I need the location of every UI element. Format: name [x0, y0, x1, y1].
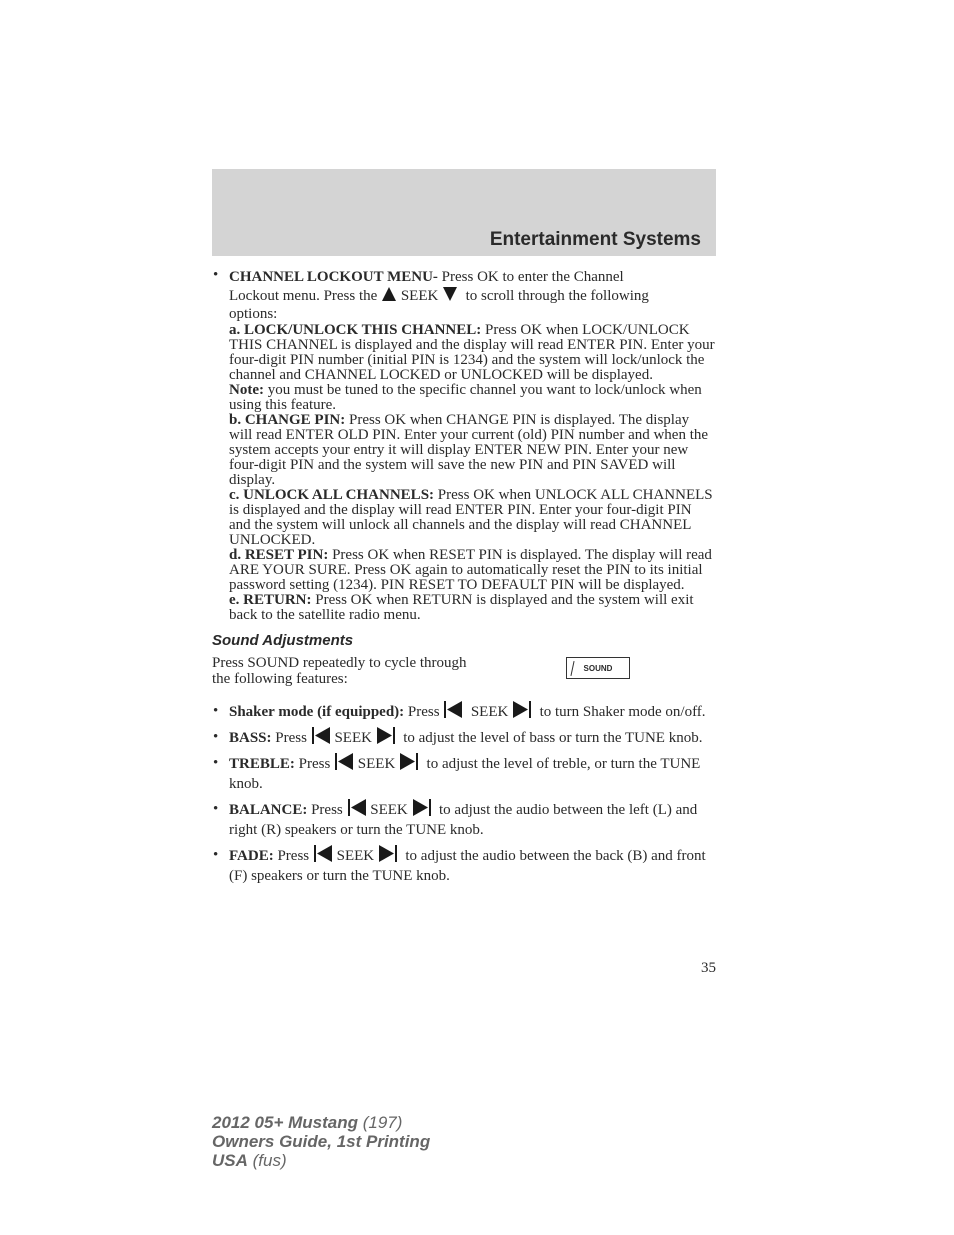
option-c	[229, 488, 716, 548]
footer-line-1	[212, 1113, 430, 1132]
button-edge-mark	[570, 661, 574, 676]
footer-line-3	[212, 1151, 430, 1170]
adjustment-title: TREBLE:	[229, 756, 295, 772]
channel-lockout-item	[212, 268, 716, 623]
option-e	[229, 593, 716, 623]
adjustment-pre: Press	[275, 730, 307, 746]
adjustment-title: Shaker mode (if equipped):	[229, 704, 405, 720]
option-b-text: Press OK when CHANGE PIN is displayed. The display will read ENTER OLD PIN. Enter your current (old) PIN number and when the system accepts your entry it will display ENTER NEW PIN. Enter your new four-digit PIN and the system will save the new PIN and PIN SAVED will display.	[229, 412, 709, 488]
document-footer	[212, 1113, 430, 1170]
channel-lockout-intro-a: Press OK to enter the Channel	[441, 269, 624, 285]
adjustment-post: to turn Shaker mode on/off.	[539, 704, 706, 720]
option-e-text: Press OK when RETURN is displayed and the system will exit back to the satellite radio menu.	[229, 592, 694, 623]
channel-lockout-intro-d: options:	[229, 306, 278, 322]
section-header-band	[212, 169, 716, 256]
adjustment-item-bass	[212, 727, 716, 748]
channel-lockout-intro-c: to scroll through the following	[465, 288, 649, 304]
footer-region: USA	[212, 1151, 248, 1170]
adjustment-item-treble	[212, 753, 716, 794]
seek-back-icon	[313, 845, 333, 862]
seek-back-icon	[443, 701, 463, 718]
option-e-title: e. RETURN:	[229, 592, 312, 608]
seek-forward-icon	[378, 845, 398, 862]
note-text: you must be tuned to the specific channel you want to lock/unlock when using this feature.	[229, 382, 702, 413]
seek-label: SEEK	[334, 730, 372, 746]
adjustment-post: to adjust the audio between the left (L) and right (R) speakers or turn the TUNE knob.	[229, 802, 698, 838]
adjustment-item-shaker	[212, 701, 716, 722]
seek-forward-icon	[376, 727, 396, 744]
adjustment-pre: Press	[277, 848, 310, 864]
sound-button-illustration	[566, 657, 630, 679]
option-b-title: b. CHANGE PIN:	[229, 412, 346, 428]
footer-region-code: (fus)	[247, 1151, 287, 1170]
footer-printing: Owners Guide, 1st Printing	[212, 1132, 431, 1151]
option-a-title: a. LOCK/UNLOCK THIS CHANNEL:	[229, 322, 482, 338]
note-title: Note:	[229, 382, 264, 398]
option-c-text: Press OK when UNLOCK ALL CHANNELS is displayed and the display will read ENTER PIN. Enter your four-digit PIN and the system will unlock all channels and the display will read CHANNEL UNLOCKED.	[229, 487, 713, 548]
adjustment-title: FADE:	[229, 848, 274, 864]
sound-adjustments-heading: Sound Adjustments	[212, 632, 354, 649]
sound-intro-text: Press SOUND repeatedly to cycle through the following features:	[212, 655, 467, 687]
seek-down-icon	[442, 286, 458, 302]
seek-back-icon	[334, 753, 354, 770]
adjustment-pre: Press	[407, 704, 440, 720]
seek-forward-icon	[399, 753, 419, 770]
channel-lockout-intro	[229, 268, 716, 323]
note	[229, 383, 716, 413]
option-a	[229, 323, 716, 383]
channel-lockout-title: CHANNEL LOCKOUT MENU-	[229, 269, 438, 285]
seek-up-icon	[381, 286, 397, 302]
seek-label: SEEK	[400, 288, 439, 304]
page-number: 35	[701, 960, 716, 976]
seek-label: SEEK	[470, 704, 509, 720]
adjustment-item-fade	[212, 845, 716, 886]
option-a-text: Press OK when LOCK/UNLOCK THIS CHANNEL is displayed and the display will read ENTER PIN. Enter your four-digit PIN number (initial PIN is 1234) and the system will lock/unlock the channel and CHANNEL LOCKED or UNLOCKED will be displayed.	[229, 322, 715, 383]
seek-label: SEEK	[357, 756, 396, 772]
seek-back-icon	[311, 727, 331, 744]
adjustment-item-balance	[212, 799, 716, 840]
footer-model: 2012 05+ Mustang	[212, 1113, 358, 1132]
seek-back-icon	[347, 799, 367, 816]
option-c-title: c. UNLOCK ALL CHANNELS:	[229, 487, 435, 503]
option-d-title: d. RESET PIN:	[229, 547, 329, 563]
adjustment-pre: Press	[311, 802, 343, 818]
seek-forward-icon	[412, 799, 432, 816]
adjustment-post: to adjust the level of treble, or turn the TUNE knob.	[229, 756, 701, 792]
page-content	[212, 268, 716, 886]
adjustment-pre: Press	[298, 756, 331, 772]
footer-model-code: (197)	[358, 1113, 403, 1132]
section-title: Entertainment Systems	[489, 229, 701, 250]
option-b	[229, 413, 716, 488]
sound-intro-row	[212, 655, 716, 689]
adjustment-title: BASS:	[229, 730, 272, 746]
seek-label: SEEK	[370, 802, 408, 818]
option-d-text: Press OK when RESET PIN is displayed. The display will read ARE YOUR SURE. Press OK again to automatically reset the PIN to its initial password setting (1234). PIN RESET TO DEFAULT PIN will be displayed.	[229, 547, 712, 593]
adjustment-title: BALANCE:	[229, 802, 308, 818]
seek-forward-icon	[512, 701, 532, 718]
channel-lockout-intro-b: Lockout menu. Press the	[229, 288, 378, 304]
adjustment-post: to adjust the audio between the back (B) and front (F) speakers or turn the TUNE knob.	[229, 848, 706, 884]
seek-label: SEEK	[336, 848, 375, 864]
option-d	[229, 548, 716, 593]
adjustment-post: to adjust the level of bass or turn the TUNE knob.	[403, 730, 703, 746]
footer-line-2	[212, 1132, 430, 1151]
sound-button-label: SOUND	[583, 663, 613, 673]
